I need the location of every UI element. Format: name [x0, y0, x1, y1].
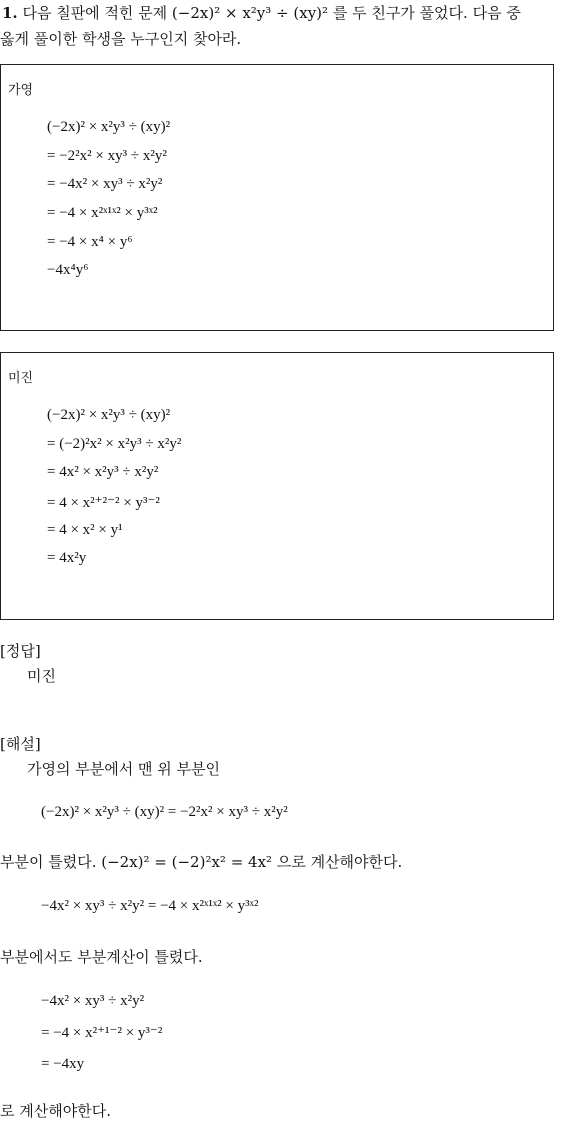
explanation-text-3: 로 계산해야한다. [0, 1102, 111, 1120]
solution-line: = (−2)²x² × x²y³ ÷ x²y² [47, 436, 182, 452]
question-line-2: 옳게 풀이한 학생을 누구인지 찾아라. [0, 30, 242, 48]
explanation-equation-3-line: = −4xy [41, 1056, 85, 1072]
explanation-header: [해설] [0, 735, 41, 753]
question-line-1 [2, 2, 521, 23]
explanation-equation-3-line: −4x² × xy³ ÷ x²y² [41, 993, 145, 1009]
solution-box-mijin [0, 352, 554, 620]
student-name-gayoung: 가영 [8, 83, 34, 98]
solution-line: (−2x)² × x²y³ ÷ (xy)² [47, 407, 171, 423]
explanation-text-2: 부분에서도 부분계산이 틀렸다. [0, 948, 203, 966]
solution-box-gayoung [0, 64, 554, 331]
question-text-1: 다음 칠판에 적힌 문제 (−2x)² × x²y³ ÷ (xy)² 를 두 친구가 풀었다. 다음 중 [22, 4, 521, 22]
explanation-equation-1: (−2x)² × x²y³ ÷ (xy)² = −2²x² × xy³ ÷ x²y² [41, 804, 288, 820]
solution-line: −4x⁴y⁶ [47, 262, 89, 278]
student-name-mijin: 미진 [8, 371, 34, 386]
solution-line: = 4 × x² × y¹ [47, 522, 123, 538]
explanation-text-1: 부분이 틀렸다. (−2x)² = (−2)²x² = 4x² 으로 계산해야한다. [0, 853, 403, 871]
solution-line: = 4x²y [47, 550, 87, 566]
solution-line: = −2²x² × xy³ ÷ x²y² [47, 148, 167, 164]
solution-line: = 4x² × x²y³ ÷ x²y² [47, 464, 159, 480]
answer-value: 미진 [27, 667, 56, 685]
solution-line: = −4 × x²ˣ¹ˣ² × y³ˣ² [47, 205, 158, 221]
explanation-intro: 가영의 부분에서 맨 위 부분인 [27, 760, 220, 778]
explanation-equation-3-line: = −4 × x²⁺¹⁻² × y³⁻² [41, 1025, 163, 1041]
solution-line: (−2x)² × x²y³ ÷ (xy)² [47, 119, 171, 135]
explanation-equation-2: −4x² × xy³ ÷ x²y² = −4 × x²ˣ¹ˣ² × y³ˣ² [41, 898, 259, 914]
solution-line: = −4 × x⁴ × y⁶ [47, 234, 133, 250]
solution-line: = −4x² × xy³ ÷ x²y² [47, 176, 163, 192]
answer-header: [정답] [0, 642, 41, 660]
solution-line: = 4 × x²⁺²⁻² × y³⁻² [47, 495, 160, 511]
question-number: 1. [2, 4, 18, 22]
